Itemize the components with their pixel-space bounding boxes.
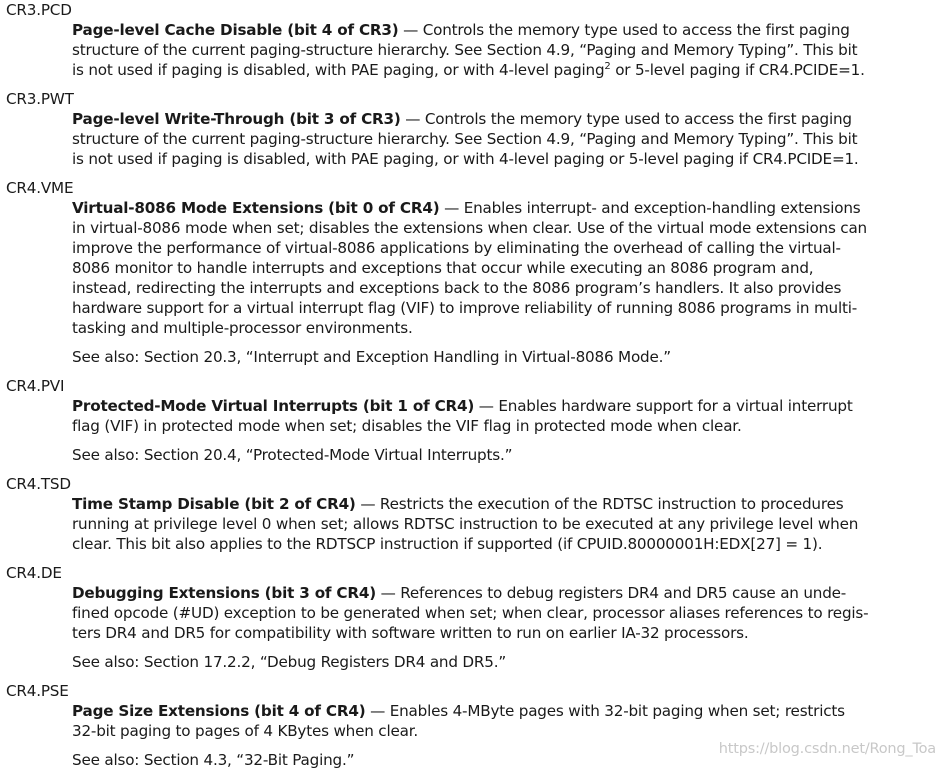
entry-cr4-tsd bbox=[0, 474, 945, 554]
field-title: Page-level Write-Through (bit 3 of CR3) bbox=[72, 110, 401, 128]
entry-cr4-de bbox=[0, 563, 945, 672]
description-line bbox=[72, 583, 939, 603]
description-line bbox=[72, 109, 939, 129]
description-line: clear. This bit also applies to the RDTSCP instruction if supported (if CPUID.80000001H:EDX[27] = 1). bbox=[72, 535, 823, 553]
see-also: See also: Section 4.3, “32-Bit Paging.” bbox=[72, 751, 355, 769]
watermark: https://blog.csdn.net/Rong_Toa bbox=[718, 741, 936, 757]
description-text: — Enables interrupt- and exception-handling extensions bbox=[439, 199, 861, 217]
description-line: in virtual-8086 mode when set; disables the extensions when clear. Use of the virtual mode extensions can bbox=[72, 219, 867, 237]
register-term: CR4.VME bbox=[6, 179, 74, 197]
description-line: 8086 monitor to handle interrupts and exceptions that occur while executing an 8086 program and, bbox=[72, 259, 814, 277]
description-line bbox=[72, 396, 939, 416]
field-title: Time Stamp Disable (bit 2 of CR4) bbox=[72, 495, 356, 513]
description bbox=[0, 198, 945, 338]
register-term: CR4.DE bbox=[6, 564, 62, 582]
description-line bbox=[72, 198, 939, 218]
description-line: ters DR4 and DR5 for compatibility with software written to run on earlier IA-32 processors. bbox=[72, 624, 749, 642]
entry-cr4-vme bbox=[0, 178, 945, 367]
see-also: See also: Section 20.4, “Protected-Mode Virtual Interrupts.” bbox=[72, 446, 513, 464]
description-line: structure of the current paging-structure hierarchy. See Section 4.9, “Paging and Memory Typing”. This bit bbox=[72, 130, 858, 148]
entry-cr3-pcd bbox=[0, 0, 945, 80]
description-line bbox=[72, 20, 939, 40]
description bbox=[0, 494, 945, 554]
description-line: improve the performance of virtual-8086 applications by eliminating the overhead of calling the virtual- bbox=[72, 239, 841, 257]
description-text: — Controls the memory type used to access the first paging bbox=[400, 110, 852, 128]
field-title: Virtual-8086 Mode Extensions (bit 0 of CR4) bbox=[72, 199, 440, 217]
field-title: Page Size Extensions (bit 4 of CR4) bbox=[72, 702, 366, 720]
footnote-marker: 2 bbox=[604, 60, 611, 72]
description-line: hardware support for a virtual interrupt flag (VIF) to improve reliability of running 8086 programs in multi- bbox=[72, 299, 858, 317]
field-title: Protected-Mode Virtual Interrupts (bit 1 of CR4) bbox=[72, 397, 475, 415]
see-also: See also: Section 17.2.2, “Debug Registers DR4 and DR5.” bbox=[72, 653, 507, 671]
description bbox=[0, 109, 945, 169]
register-term: CR3.PWT bbox=[6, 90, 74, 108]
description-line bbox=[72, 60, 939, 80]
register-term: CR4.PVI bbox=[6, 377, 65, 395]
description-line: is not used if paging is disabled, with PAE paging, or with 4-level paging or 5-level paging if CR4.PCIDE=1. bbox=[72, 150, 859, 168]
description-text: — Enables hardware support for a virtual interrupt bbox=[474, 397, 853, 415]
description-line: structure of the current paging-structure hierarchy. See Section 4.9, “Paging and Memory Typing”. This bit bbox=[72, 41, 858, 59]
description bbox=[0, 701, 945, 741]
register-term: CR4.TSD bbox=[6, 475, 71, 493]
description bbox=[0, 20, 945, 80]
description-line: instead, redirecting the interrupts and exceptions back to the 8086 program’s handlers. It also provides bbox=[72, 279, 842, 297]
register-term: CR3.PCD bbox=[6, 1, 72, 19]
description-line bbox=[72, 494, 939, 514]
description-text: — Enables 4-MByte pages with 32-bit paging when set; restricts bbox=[365, 702, 845, 720]
register-term: CR4.PSE bbox=[6, 682, 69, 700]
description-line: 32-bit paging to pages of 4 KBytes when clear. bbox=[72, 722, 418, 740]
description-line: tasking and multiple-processor environments. bbox=[72, 319, 413, 337]
description-text: — References to debug registers DR4 and DR5 cause an unde- bbox=[375, 584, 847, 602]
field-title: Debugging Extensions (bit 3 of CR4) bbox=[72, 584, 376, 602]
description bbox=[0, 583, 945, 643]
entry-cr4-pvi bbox=[0, 376, 945, 465]
description bbox=[0, 396, 945, 436]
description-text: — Controls the memory type used to access the first paging bbox=[398, 21, 850, 39]
description-line: fined opcode (#UD) exception to be generated when set; when clear, processor aliases references to regis- bbox=[72, 604, 869, 622]
description-text: — Restricts the execution of the RDTSC instruction to procedures bbox=[355, 495, 844, 513]
description-text: is not used if paging is disabled, with PAE paging, or with 4-level paging bbox=[72, 61, 605, 79]
description-line: running at privilege level 0 when set; allows RDTSC instruction to be executed at any privilege level when bbox=[72, 515, 859, 533]
field-title: Page-level Cache Disable (bit 4 of CR3) bbox=[72, 21, 399, 39]
description-text: or 5-level paging if CR4.PCIDE=1. bbox=[610, 61, 865, 79]
description-line: flag (VIF) in protected mode when set; disables the VIF flag in protected mode when clear. bbox=[72, 417, 742, 435]
see-also: See also: Section 20.3, “Interrupt and Exception Handling in Virtual-8086 Mode.” bbox=[72, 348, 671, 366]
entry-cr3-pwt bbox=[0, 89, 945, 169]
description-line bbox=[72, 701, 939, 721]
